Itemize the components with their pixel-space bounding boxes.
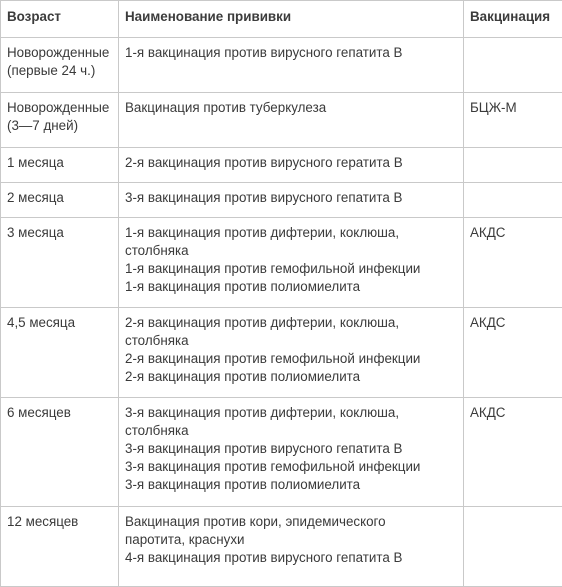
vaccine-name-cell: 2-я вакцинация против вирусного гератита В [119,148,464,183]
table-row [1,148,562,183]
age-cell: 2 месяца [1,183,119,218]
age-cell: 6 месяцев [1,398,119,507]
vaccination-cell: БЦЖ-М [464,93,562,148]
table-row [1,183,562,218]
age-cell: Новорожденные (3—7 дней) [1,93,119,148]
vaccination-cell [464,183,562,218]
vaccine-name-cell: Вакцинация против кори, эпидемического паротита, краснухи 4-я вакцинация против вирусного гепатита В [119,507,464,587]
age-cell: Новорожденные (первые 24 ч.) [1,38,119,93]
table-header-row [1,1,562,38]
vaccination-cell [464,507,562,587]
age-cell: 4,5 месяца [1,308,119,398]
table-row [1,398,562,507]
age-cell: 12 месяцев [1,507,119,587]
vaccine-name-cell: 3-я вакцинация против дифтерии, коклюша, столбняка 3-я вакцинация против вирусного гепатита В 3-я вакцинация против гемофильной инфекции 3-я вакцинация против полиомиелита [119,398,464,507]
table-row [1,218,562,308]
age-cell: 1 месяца [1,148,119,183]
table-row [1,308,562,398]
vaccine-name-cell: 3-я вакцинация против вирусного гепатита В [119,183,464,218]
vaccine-name-cell: 1-я вакцинация против дифтерии, коклюша, столбняка 1-я вакцинация против гемофильной инфекции 1-я вакцинация против полиомиелита [119,218,464,308]
vaccination-cell [464,148,562,183]
vaccination-cell: АКДС [464,218,562,308]
table-row [1,38,562,93]
vaccine-name-cell: 2-я вакцинация против дифтерии, коклюша, столбняка 2-я вакцинация против гемофильной инфекции 2-я вакцинация против полиомиелита [119,308,464,398]
header-age: Возраст [1,1,119,38]
vaccination-cell [464,38,562,93]
table-row [1,507,562,587]
header-vaccination: Вакцинация [464,1,562,38]
header-vaccine-name: Наименование прививки [119,1,464,38]
vaccination-cell: АКДС [464,308,562,398]
age-cell: 3 месяца [1,218,119,308]
vaccine-name-cell: 1-я вакцинация против вирусного гепатита В [119,38,464,93]
vaccine-name-cell: Вакцинация против туберкулеза [119,93,464,148]
table-row [1,93,562,148]
vaccination-cell: АКДС [464,398,562,507]
